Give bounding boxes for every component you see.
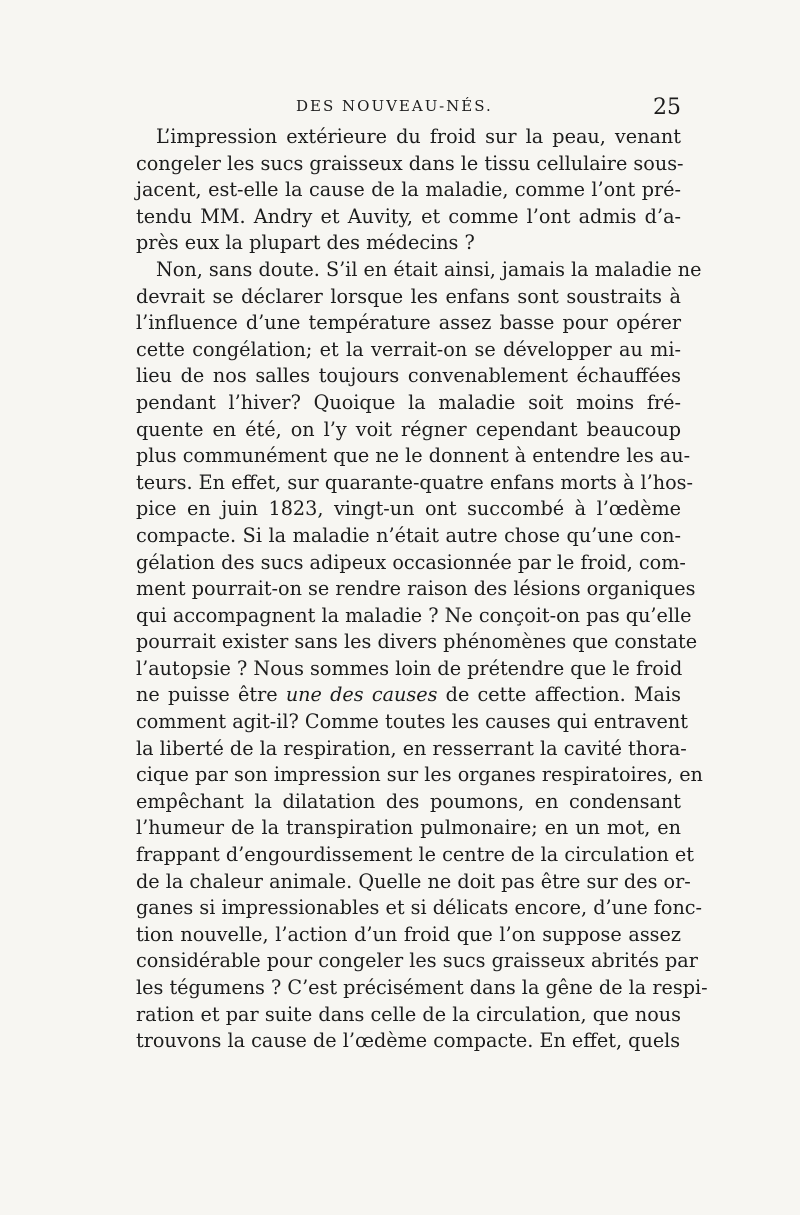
text-line: l’autopsie ? Nous sommes loin de prétendre que le froid (136, 656, 683, 680)
text-segment: de cette affection. Mais (437, 683, 681, 707)
text-line: considérable pour congeler les sucs graisseux abrités par (136, 949, 698, 973)
text-line: ganes si impressionables et si délicats encore, d’une fonc- (136, 896, 703, 920)
page-header (136, 97, 681, 121)
text-line: cette congélation; et la verrait-on se développer au mi- (136, 337, 681, 361)
text-line: gélation des sucs adipeux occasionnée par le froid, com- (136, 550, 686, 574)
text-line: les tégumens ? C’est précisément dans la gêne de la respi- (136, 976, 708, 999)
text-segment: ne puisse être (136, 683, 286, 707)
text-line: tendu MM. Andry et Auvity, et comme l’ont admis d’a- (136, 204, 681, 228)
text-line: ration et par suite dans celle de la circulation, que nous (136, 1002, 681, 1026)
text-line: compacte. Si la maladie n’était autre chose qu’une con- (136, 523, 681, 547)
text-line: pice en juin 1823, vingt-un ont succombé à l’œdème (136, 497, 681, 521)
text-line: devrait se déclarer lorsque les enfans sont soustraits à (136, 284, 681, 308)
text-line: quente en été, on l’y voit régner cependant beaucoup (136, 417, 681, 441)
text-line: teurs. En effet, sur quarante-quatre enfans morts à l’hos- (136, 470, 693, 494)
text-line: qui accompagnent la maladie ? Ne conçoit-on pas qu’elle (136, 603, 692, 627)
text-line: l’humeur de la transpiration pulmonaire; en un mot, en (136, 816, 681, 840)
text-line: pourrait exister sans les divers phénomènes que constate (136, 630, 698, 654)
text-line: tion nouvelle, l’action d’un froid que l’on suppose assez (136, 922, 681, 946)
running-head: DES NOUVEAU-NÉS. (296, 97, 493, 115)
text-line: jacent, est-elle la cause de la maladie, comme l’ont pré- (136, 178, 681, 202)
italic-phrase: une des causes (285, 683, 438, 707)
text-line: pendant l’hiver? Quoique la maladie soit moins fré- (136, 390, 681, 414)
text-line: lieu de nos salles toujours convenablement échauffées (136, 364, 681, 388)
body-text (136, 124, 708, 1055)
text-line: congeler les sucs graisseux dans le tissu cellulaire sous- (136, 151, 684, 175)
text-line: cique par son impression sur les organes respiratoires, en (136, 763, 703, 787)
text-line: près eux la plupart des médecins ? (136, 231, 475, 255)
text-line: Non, sans doute. S’il en était ainsi, jamais la maladie ne (156, 257, 702, 281)
text-line: l’influence d’une température assez basse pour opérer (136, 311, 681, 335)
text-line (136, 682, 681, 709)
text-line: frappant d’engourdissement le centre de la circulation et (136, 843, 694, 867)
text-line: la liberté de la respiration, en resserrant la cavité thora- (136, 736, 687, 760)
page-number: 25 (653, 95, 681, 120)
text-line: ment pourrait-on se rendre raison des lésions organiques (136, 577, 696, 601)
text-line: comment agit-il? Comme toutes les causes qui entravent (136, 710, 688, 734)
text-line: trouvons la cause de l’œdème compacte. En effet, quels (136, 1029, 681, 1053)
text-line: L’impression extérieure du froid sur la peau, venant (156, 125, 681, 148)
text-line: empêchant la dilatation des poumons, en condensant (136, 789, 681, 813)
text-line: de la chaleur animale. Quelle ne doit pas être sur des or- (136, 869, 691, 893)
text-line: plus communément que ne le donnent à entendre les au- (136, 444, 691, 468)
